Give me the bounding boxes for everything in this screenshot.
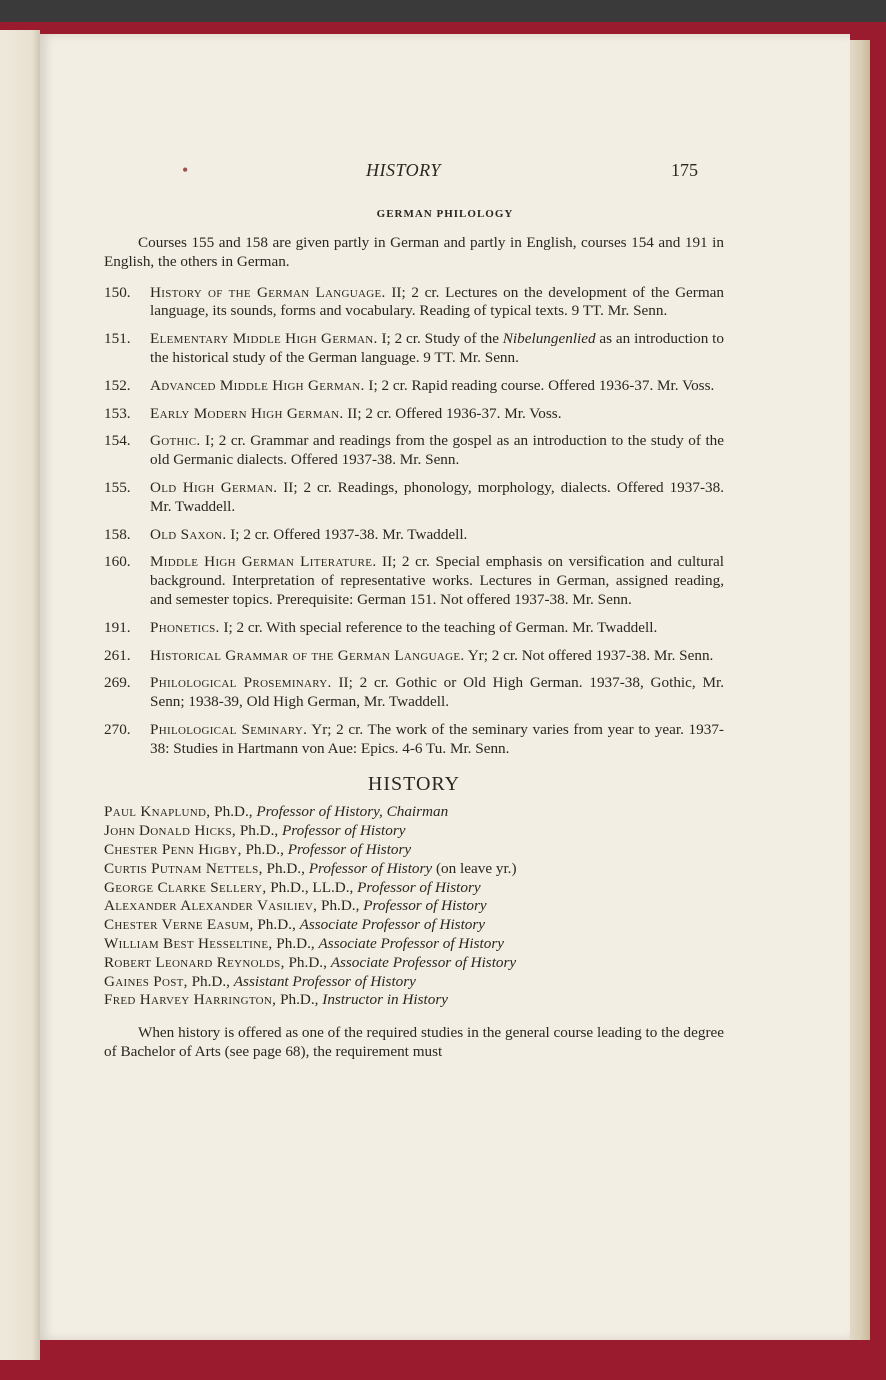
course-description: II; 2 cr. Special emphasis on versification and cultural background. Interpretation of representative works. Lectures in German, assigned reading, and semester topics. Prerequisite: German 151. Not offered 1937-38. Mr. Senn. [150,553,724,608]
section-title-german-philology: GERMAN PHILOLOGY [376,208,514,220]
faculty-degree: Ph.D., [236,822,283,840]
faculty-degree: Ph.D., [272,934,319,952]
faculty-degree: Ph.D., [262,859,309,877]
course-description: I; 2 cr. Offered 1937-38. Mr. Twaddell. [226,525,468,543]
course-number: 158. [104,525,131,543]
faculty-title: Professor of History [282,822,406,840]
course-number: 153. [104,404,131,422]
faculty-member [104,879,724,898]
faculty-note: (on leave yr.) [432,859,517,877]
course-description: Yr; 2 cr. The work of the seminary varies from year to year. 1937-38: Studies in Hartmann von Aue: Epics. 4-6 Tu. Mr. Senn. [150,720,724,757]
course-number: 269. [104,674,131,692]
course-entry [104,432,724,470]
faculty-list [104,803,724,1010]
faculty-degree: Ph.D., [241,840,288,858]
course-description: II; 2 cr. Gothic or Old High German. 1937-38, Gothic, Mr. Senn; 1938-39, Old High German, Mr. Twaddell. [150,674,725,711]
faculty-name: William Best Hesseltine, [104,934,273,952]
page-body [104,234,724,1062]
faculty-name: Fred Harvey Harrington, [104,991,277,1009]
faculty-member [104,916,724,935]
page-block-edge [848,40,870,1340]
course-work-title: Nibelungenlied [502,330,596,348]
course-title: History of the German Language. [150,283,386,301]
faculty-title: Associate Professor of History [318,934,504,952]
faculty-degree: Ph.D., [187,972,234,990]
course-entry [104,721,724,759]
course-title: Early Modern High German. [150,404,344,422]
faculty-title: Professor of History [357,878,481,896]
intro-paragraph: Courses 155 and 158 are given partly in German and partly in English, courses 154 and 191 in English, the others in German. [104,234,724,270]
faculty-name: Chester Verne Easum, [104,916,254,934]
course-description: II; 2 cr. Readings, phonology, morphology, dialects. Offered 1937-38. Mr. Twaddell. [150,478,724,515]
faculty-member [104,954,724,973]
course-title: Phonetics. [150,618,220,636]
course-entry [104,330,724,368]
book-page [40,34,850,1340]
faculty-name: John Donald Hicks, [104,822,237,840]
course-description: as an introduction to the historical study of the German language. 9 TT. Mr. Senn. [150,330,724,366]
faculty-title: Professor of History [308,859,433,877]
faculty-member [104,822,724,841]
faculty-member [104,973,724,992]
course-title: Gothic. [150,432,201,450]
page-header [40,160,850,184]
course-entry [104,377,724,396]
course-description: Yr; 2 cr. Not offered 1937-38. Mr. Senn. [464,646,714,664]
faculty-member [104,803,724,822]
course-entry [104,526,724,545]
course-title: Old High German. [150,478,278,496]
course-entry [104,553,724,609]
course-number: 152. [104,376,131,394]
faculty-title: Associate Professor of History [330,953,517,971]
course-description: I; 2 cr. Grammar and readings from the gospel as an introduction to the study of the old Germanic dialects. Offered 1937-38. Mr. Senn. [150,432,724,469]
course-number: 270. [104,720,131,738]
course-number: 191. [104,618,131,636]
closing-paragraph: When history is offered as one of the required studies in the general course leading to the degree of Bachelor of Arts (see page 68), the requirement must [104,1024,724,1060]
course-entry [104,405,724,424]
faculty-name: George Clarke Sellery, [104,878,267,896]
course-title: Middle High German Literature. [150,553,377,571]
course-description: II; 2 cr. Offered 1936-37. Mr. Voss. [343,404,562,422]
course-number: 150. [104,283,131,301]
faculty-name: Alexander Alexander Vasiliev, [104,897,318,915]
faculty-title: Associate Professor of History [299,916,486,934]
faculty-name: Curtis Putnam Nettels, [104,859,263,877]
ink-dot: • [182,160,189,180]
faculty-degree: Ph.D., [276,991,323,1009]
course-description: II; 2 cr. Lectures on the development of the German language, its sounds, forms and vocabulary. Reading of typical texts. 9 TT. Mr. Senn. [150,283,724,320]
faculty-member [104,841,724,860]
course-number: 151. [104,330,131,348]
faculty-name: Gaines Post, [104,972,188,990]
course-number: 154. [104,432,131,450]
course-entry [104,479,724,517]
faculty-name: Paul Knaplund, [104,803,211,821]
course-description: I; 2 cr. With special reference to the teaching of German. Mr. Twaddell. [219,618,658,636]
course-title: Historical Grammar of the German Language. [150,646,465,664]
faculty-title: Professor of History [363,897,487,915]
faculty-degree: Ph.D., LL.D., [266,878,358,896]
course-entry [104,619,724,638]
course-entry [104,674,724,712]
course-description: I; 2 cr. Rapid reading course. Offered 1936-37. Mr. Voss. [364,376,715,394]
course-title: Philological Seminary. [150,720,308,738]
faculty-degree: Ph.D., [284,953,331,971]
course-number: 155. [104,478,131,496]
faculty-name: Robert Leonard Reynolds, [104,953,285,971]
faculty-member [104,897,724,916]
faculty-title: Assistant Professor of History [233,972,416,990]
course-entry [104,647,724,666]
course-title: Philological Proseminary. [150,674,332,692]
faculty-member [104,860,724,879]
faculty-member [104,991,724,1010]
course-number: 261. [104,646,131,664]
faculty-name: Chester Penn Higby, [104,840,242,858]
course-entry [104,284,724,322]
page-number: 175 [671,160,698,180]
course-number: 160. [104,553,131,571]
faculty-title: Professor of History [287,840,412,858]
course-title: Advanced Middle High German. [150,376,365,394]
running-head: HISTORY [366,160,441,180]
faculty-degree: Ph.D., [317,897,364,915]
left-page-edge [0,30,40,1360]
section-title-history: HISTORY [367,772,461,795]
faculty-title: Instructor in History [322,991,448,1009]
faculty-degree: Ph.D., [253,916,300,934]
faculty-title: Professor of History, Chairman [256,803,449,821]
course-title: Old Saxon. [150,525,227,543]
course-description: I; 2 cr. Study of the [377,330,503,348]
course-title: Elementary Middle High German. [150,330,378,348]
faculty-degree: Ph.D., [210,803,257,821]
faculty-member [104,935,724,954]
